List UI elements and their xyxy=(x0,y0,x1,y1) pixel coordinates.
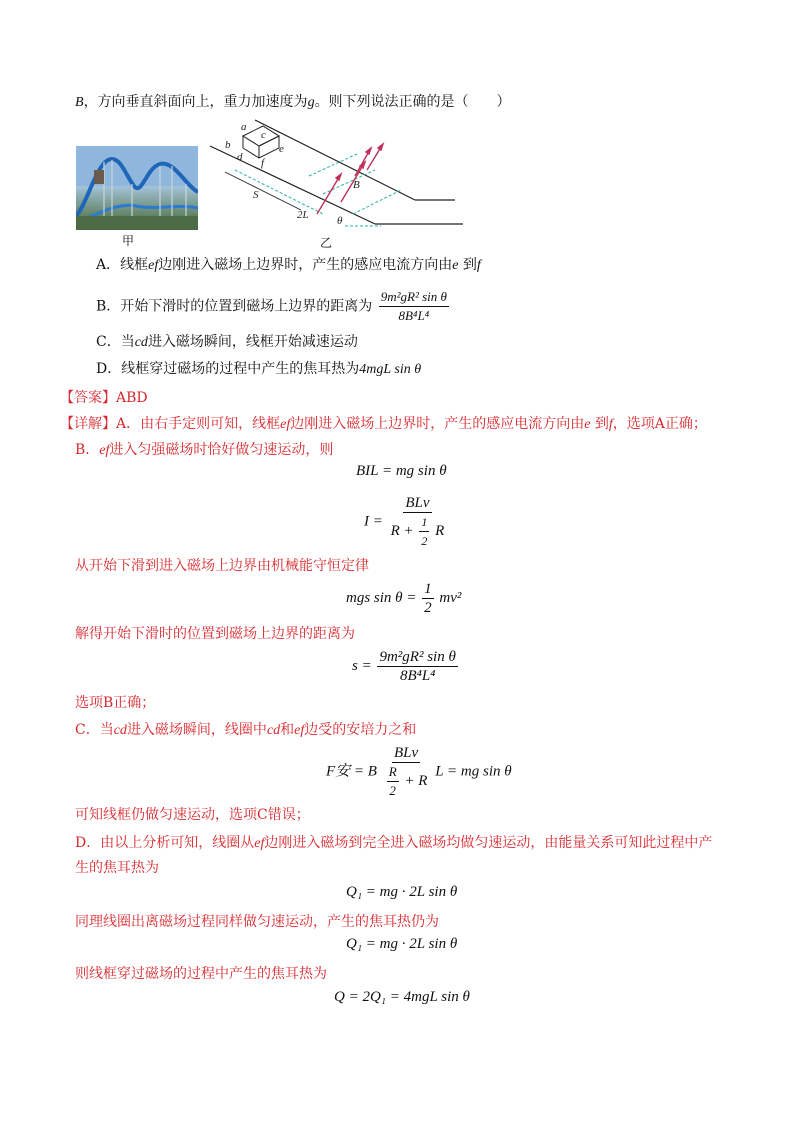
detail-C-intro: C．当cd进入磁场瞬间，线圈中cd和ef边受的安培力之和 xyxy=(75,722,417,738)
incline-diagram xyxy=(205,118,470,236)
detail-B-conclusion: 选项B正确； xyxy=(75,695,156,711)
field-boundary-1 xyxy=(309,154,357,176)
detail-B-intro: B．ef进入匀强磁场时恰好做匀速运动，则 xyxy=(75,442,334,458)
var-B: B xyxy=(75,95,84,110)
roller-coaster-photo xyxy=(76,146,198,230)
label-theta: θ xyxy=(337,215,343,227)
energy-text: 从开始下滑到进入磁场上边界由机械能守恒定律 xyxy=(75,558,369,574)
detail-D-line5: 则线框穿过磁场的过程中产生的焦耳热为 xyxy=(75,966,327,982)
label-S: S xyxy=(253,189,259,201)
label-2L: 2L xyxy=(297,209,309,221)
equation-1: BIL = mg sin θ xyxy=(356,463,447,479)
roller-coaster-illustration xyxy=(76,146,198,230)
option-B: B．开始下滑时的位置到磁场上边界的距离为 $\frac{\text{9m²gR² sin θ}}{\text{8B⁴L⁴}}$ xyxy=(96,289,447,323)
equation-2: I = BLv R + $\frac{1}{2}$ R xyxy=(364,495,445,548)
label-d: d xyxy=(237,151,243,163)
solve-text: 解得开始下滑时的位置到磁场上边界的距离为 xyxy=(75,626,355,642)
option-C: C．当cd进入磁场瞬间，线框开始减速运动 xyxy=(96,334,358,350)
distance-S-line xyxy=(225,172,301,210)
question-intro xyxy=(75,92,511,113)
field-boundary-3 xyxy=(353,190,401,214)
figure-caption-jia: 甲 xyxy=(122,234,135,248)
label-b: b xyxy=(225,139,231,151)
option-B-fraction: $\frac{\text{9m²gR² sin θ}}{\text{8B⁴L⁴}}$ xyxy=(380,289,447,323)
var-g: g xyxy=(307,95,315,110)
equation-4: s = $\frac{\text{9m²gR² sin θ}}{\text{8B⁴L⁴}}$ xyxy=(352,649,456,684)
intro-text: ，方向垂直斜面向上，重力加速度为 xyxy=(83,94,308,110)
detail-C-conclusion: 可知线框仍做匀速运动，选项C错误； xyxy=(75,807,310,823)
detail-D-intro: D．由以上分析可知，线圈从ef边刚进入磁场到完全进入磁场均做匀速运动，由能量关系可知此过程中产 xyxy=(75,835,713,851)
incline-upper-line xyxy=(255,120,415,200)
answer-line: 【答案】ABD xyxy=(60,390,148,406)
intro-tail: 。则下列说法正确的是（ ） xyxy=(314,94,511,110)
figure-caption-yi: 乙 xyxy=(320,236,333,250)
label-a: a xyxy=(241,121,247,133)
equation-5: F安 = B BLv $\frac{R}{2}$ + R L = mg sin θ xyxy=(326,745,512,798)
equation-6: Q₁ = mg · 2L sin θ xyxy=(346,884,458,900)
option-A: A．线框ef边刚进入磁场上边界时，产生的感应电流方向由e 到f xyxy=(96,257,481,273)
equation-8: Q = 2Q₁ = 4mgL sin θ xyxy=(334,989,470,1005)
label-e: e xyxy=(279,143,284,155)
equation-3: mgs sin θ = $\frac{1}{2}$ mv² xyxy=(346,581,462,616)
detail-D-line2: 生的焦耳热为 xyxy=(75,860,159,876)
label-f: f xyxy=(261,157,265,169)
option-D: D．线框穿过磁场的过程中产生的焦耳热为4mgL sin θ xyxy=(96,361,422,377)
incline-lower-line xyxy=(210,146,375,224)
equation-7: Q₁ = mg · 2L sin θ xyxy=(346,936,458,952)
detail-D-line4: 同理线圈出离磁场过程同样做匀速运动，产生的焦耳热仍为 xyxy=(75,914,439,930)
detail-A: 【详解】A．由右手定则可知，线框ef边刚进入磁场上边界时，产生的感应电流方向由e 到f，选项A正确； xyxy=(60,416,707,432)
field-lower-boundary xyxy=(235,170,323,214)
label-c: c xyxy=(261,129,266,141)
label-B-field: B xyxy=(353,179,360,191)
